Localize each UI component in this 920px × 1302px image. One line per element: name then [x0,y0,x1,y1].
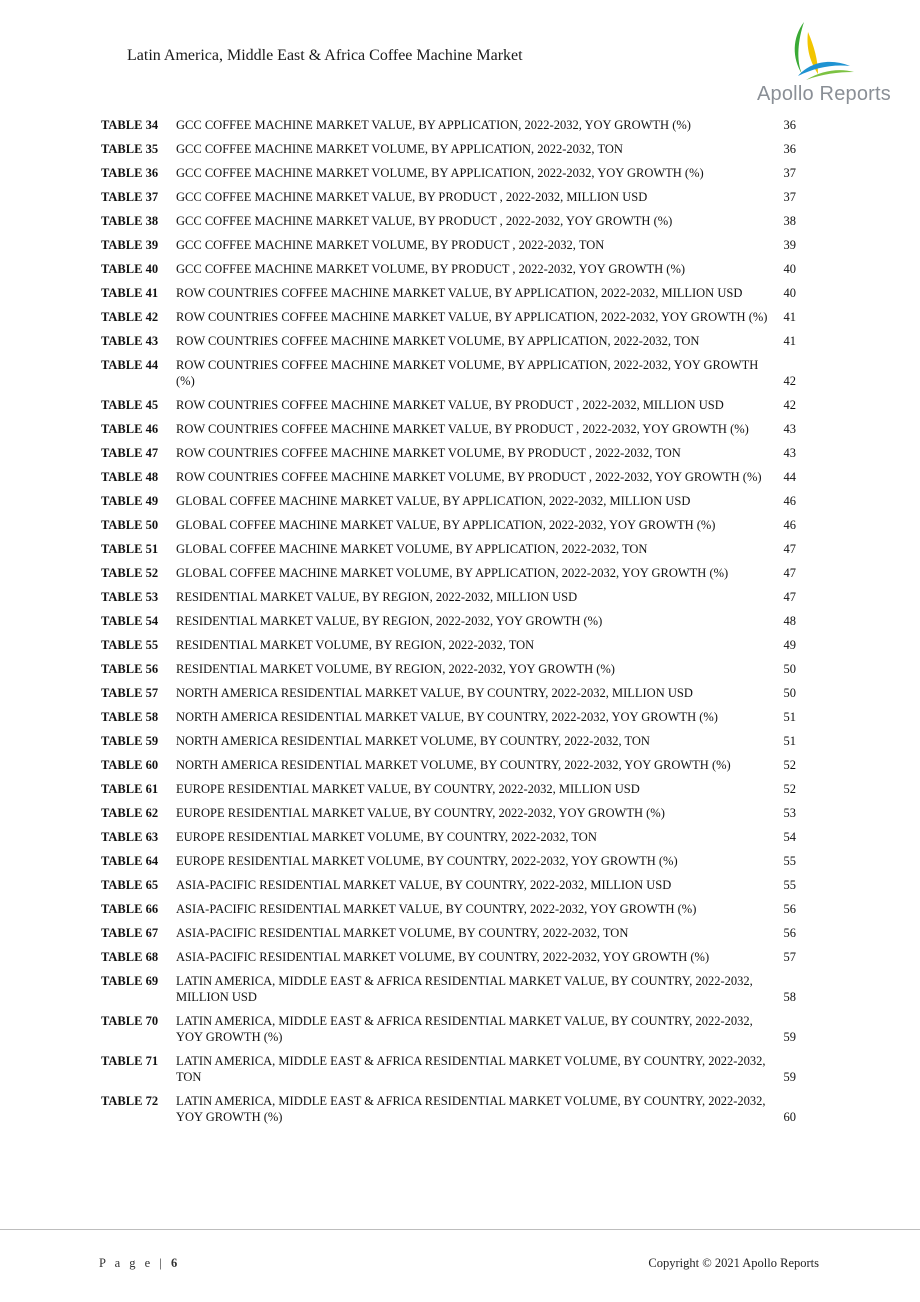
toc-entry-title: GCC COFFEE MACHINE MARKET VOLUME, BY PRODUCT , 2022-2032, YOY GROWTH (%) [176,262,686,276]
toc-entry-label: TABLE 68 [101,950,159,964]
toc-entry[interactable] [101,261,813,277]
toc-entry[interactable] [101,613,813,629]
toc-entry-page: 51 [783,710,796,724]
toc-entry-label: TABLE 45 [101,398,159,412]
toc-entry-page: 36 [783,118,796,132]
toc-entry-page: 50 [783,662,796,676]
toc-entry-label: TABLE 59 [101,734,159,748]
toc-entry[interactable] [101,237,813,253]
toc-entry-page: 43 [783,422,796,436]
toc-entry-label: TABLE 48 [101,470,159,484]
toc-entry-label: TABLE 49 [101,494,159,508]
table-of-contents [101,117,813,1133]
toc-entry-page: 42 [783,374,796,388]
toc-entry-page: 47 [783,542,796,556]
toc-entry[interactable] [101,805,813,821]
toc-entry-title: GCC COFFEE MACHINE MARKET VALUE, BY PRODUCT , 2022-2032, YOY GROWTH (%) [176,214,673,228]
toc-entry-title: ROW COUNTRIES COFFEE MACHINE MARKET VOLUME, BY PRODUCT , 2022-2032, TON [176,446,681,460]
toc-entry-page: 46 [783,518,796,532]
copyright-text: Copyright © 2021 Apollo Reports [648,1256,819,1270]
toc-entry-title: ROW COUNTRIES COFFEE MACHINE MARKET VALUE, BY APPLICATION, 2022-2032, MILLION USD [176,286,743,300]
toc-entry[interactable] [101,877,813,893]
toc-entry-page: 47 [783,590,796,604]
toc-entry[interactable] [101,973,813,1005]
toc-entry-label: TABLE 51 [101,542,159,556]
toc-entry-title: LATIN AMERICA, MIDDLE EAST & AFRICA RESIDENTIAL MARKET VOLUME, BY COUNTRY, 2022-2032, YOY GROWTH (%) [176,1094,766,1124]
toc-entry-label: TABLE 38 [101,214,159,228]
toc-entry[interactable] [101,493,813,509]
toc-entry-page: 55 [783,854,796,868]
toc-entry[interactable] [101,469,813,485]
toc-entry-title: ASIA-PACIFIC RESIDENTIAL MARKET VALUE, BY COUNTRY, 2022-2032, MILLION USD [176,878,672,892]
toc-entry[interactable] [101,565,813,581]
toc-entry-page: 38 [783,214,796,228]
toc-entry-page: 50 [783,686,796,700]
toc-entry-title: ROW COUNTRIES COFFEE MACHINE MARKET VALUE, BY PRODUCT , 2022-2032, MILLION USD [176,398,724,412]
toc-entry-label: TABLE 71 [101,1054,159,1068]
toc-entry-title: ASIA-PACIFIC RESIDENTIAL MARKET VOLUME, BY COUNTRY, 2022-2032, TON [176,926,629,940]
toc-entry-page: 58 [783,990,796,1004]
toc-entry-title: GLOBAL COFFEE MACHINE MARKET VALUE, BY APPLICATION, 2022-2032, YOY GROWTH (%) [176,518,716,532]
toc-entry[interactable] [101,733,813,749]
toc-entry-title: NORTH AMERICA RESIDENTIAL MARKET VOLUME, BY COUNTRY, 2022-2032, TON [176,734,650,748]
toc-entry-page: 52 [783,782,796,796]
toc-entry-page: 56 [783,926,796,940]
toc-entry-label: TABLE 36 [101,166,159,180]
toc-entry[interactable] [101,1093,813,1125]
toc-entry-title: GLOBAL COFFEE MACHINE MARKET VALUE, BY APPLICATION, 2022-2032, MILLION USD [176,494,691,508]
toc-entry-page: 40 [783,286,796,300]
toc-entry-title: ROW COUNTRIES COFFEE MACHINE MARKET VOLUME, BY APPLICATION, 2022-2032, TON [176,334,700,348]
toc-entry-title: NORTH AMERICA RESIDENTIAL MARKET VALUE, BY COUNTRY, 2022-2032, MILLION USD [176,686,693,700]
toc-entry-page: 59 [783,1070,796,1084]
toc-entry-page: 53 [783,806,796,820]
toc-entry-page: 40 [783,262,796,276]
toc-entry-page: 42 [783,398,796,412]
toc-entry[interactable] [101,829,813,845]
toc-entry-label: TABLE 70 [101,1014,159,1028]
toc-entry-title: RESIDENTIAL MARKET VALUE, BY REGION, 2022-2032, YOY GROWTH (%) [176,614,603,628]
toc-entry-label: TABLE 69 [101,974,159,988]
toc-entry[interactable] [101,445,813,461]
toc-entry[interactable] [101,709,813,725]
toc-entry-page: 49 [783,638,796,652]
footer-divider [0,1229,920,1230]
toc-entry-page: 39 [783,238,796,252]
toc-entry-title: GCC COFFEE MACHINE MARKET VALUE, BY APPLICATION, 2022-2032, YOY GROWTH (%) [176,118,691,132]
page-prefix: P a g e | [99,1256,165,1270]
toc-entry-label: TABLE 35 [101,142,159,156]
toc-entry-label: TABLE 65 [101,878,159,892]
toc-entry[interactable] [101,1013,813,1045]
toc-entry[interactable] [101,685,813,701]
logo-text: Apollo Reports [757,83,891,105]
toc-entry-title: NORTH AMERICA RESIDENTIAL MARKET VOLUME, BY COUNTRY, 2022-2032, YOY GROWTH (%) [176,758,731,772]
toc-entry-title: LATIN AMERICA, MIDDLE EAST & AFRICA RESIDENTIAL MARKET VALUE, BY COUNTRY, 2022-2032, MILLION USD [176,974,753,1004]
toc-entry-label: TABLE 55 [101,638,159,652]
toc-entry[interactable] [101,661,813,677]
toc-entry-title: GCC COFFEE MACHINE MARKET VOLUME, BY PRODUCT , 2022-2032, TON [176,238,605,252]
toc-entry-label: TABLE 64 [101,854,159,868]
toc-entry-label: TABLE 54 [101,614,159,628]
toc-entry-label: TABLE 72 [101,1094,159,1108]
toc-entry-title: LATIN AMERICA, MIDDLE EAST & AFRICA RESIDENTIAL MARKET VOLUME, BY COUNTRY, 2022-2032, TON [176,1054,766,1084]
toc-entry-title: LATIN AMERICA, MIDDLE EAST & AFRICA RESIDENTIAL MARKET VALUE, BY COUNTRY, 2022-2032, YOY GROWTH (%) [176,1014,753,1044]
toc-entry-page: 55 [783,878,796,892]
toc-entry[interactable] [101,309,813,325]
toc-entry-title: GLOBAL COFFEE MACHINE MARKET VOLUME, BY APPLICATION, 2022-2032, TON [176,542,648,556]
toc-entry-label: TABLE 60 [101,758,159,772]
toc-entry-page: 43 [783,446,796,460]
toc-entry-page: 59 [783,1030,796,1044]
toc-entry-label: TABLE 62 [101,806,159,820]
toc-entry-label: TABLE 63 [101,830,159,844]
toc-entry[interactable] [101,925,813,941]
toc-entry[interactable] [101,141,813,157]
toc-entry-label: TABLE 50 [101,518,159,532]
toc-entry-page: 36 [783,142,796,156]
toc-entry-label: TABLE 40 [101,262,159,276]
toc-entry[interactable] [101,1053,813,1085]
toc-entry-title: RESIDENTIAL MARKET VALUE, BY REGION, 2022-2032, MILLION USD [176,590,578,604]
toc-entry[interactable] [101,901,813,917]
toc-entry[interactable] [101,165,813,181]
toc-entry-label: TABLE 44 [101,358,159,372]
toc-entry-page: 44 [783,470,796,484]
toc-entry[interactable] [101,637,813,653]
toc-entry-page: 56 [783,902,796,916]
toc-entry-label: TABLE 42 [101,310,159,324]
toc-entry[interactable] [101,949,813,965]
toc-entry-title: ROW COUNTRIES COFFEE MACHINE MARKET VALUE, BY PRODUCT , 2022-2032, YOY GROWTH (%) [176,422,749,436]
toc-entry-title: ASIA-PACIFIC RESIDENTIAL MARKET VALUE, BY COUNTRY, 2022-2032, YOY GROWTH (%) [176,902,697,916]
toc-entry-label: TABLE 58 [101,710,159,724]
toc-entry-page: 48 [783,614,796,628]
toc-entry-page: 37 [783,166,796,180]
toc-entry-page: 41 [783,310,796,324]
toc-entry-title: EUROPE RESIDENTIAL MARKET VALUE, BY COUNTRY, 2022-2032, MILLION USD [176,782,640,796]
toc-entry-label: TABLE 41 [101,286,159,300]
toc-entry-title: EUROPE RESIDENTIAL MARKET VOLUME, BY COUNTRY, 2022-2032, YOY GROWTH (%) [176,854,678,868]
toc-entry-label: TABLE 56 [101,662,159,676]
toc-entry-title: GCC COFFEE MACHINE MARKET VOLUME, BY APPLICATION, 2022-2032, YOY GROWTH (%) [176,166,704,180]
toc-entry[interactable] [101,213,813,229]
toc-entry[interactable] [101,541,813,557]
toc-entry-label: TABLE 37 [101,190,159,204]
page-number: 6 [170,1256,178,1270]
toc-entry-title: GCC COFFEE MACHINE MARKET VALUE, BY PRODUCT , 2022-2032, MILLION USD [176,190,648,204]
toc-entry-label: TABLE 66 [101,902,159,916]
toc-entry[interactable] [101,757,813,773]
toc-entry[interactable] [101,421,813,437]
toc-entry-page: 41 [783,334,796,348]
toc-entry[interactable] [101,357,813,389]
toc-entry-title: RESIDENTIAL MARKET VOLUME, BY REGION, 2022-2032, YOY GROWTH (%) [176,662,615,676]
toc-entry-page: 47 [783,566,796,580]
toc-entry-label: TABLE 46 [101,422,159,436]
toc-entry-page: 52 [783,758,796,772]
toc-entry[interactable] [101,853,813,869]
toc-entry-title: GCC COFFEE MACHINE MARKET VOLUME, BY APPLICATION, 2022-2032, TON [176,142,623,156]
toc-entry-label: TABLE 43 [101,334,159,348]
toc-entry-page: 46 [783,494,796,508]
toc-entry-title: ROW COUNTRIES COFFEE MACHINE MARKET VOLUME, BY PRODUCT , 2022-2032, YOY GROWTH (%) [176,470,762,484]
toc-entry-label: TABLE 57 [101,686,159,700]
toc-entry[interactable] [101,517,813,533]
toc-entry-label: TABLE 67 [101,926,159,940]
toc-entry-label: TABLE 34 [101,118,159,132]
toc-entry-title: ROW COUNTRIES COFFEE MACHINE MARKET VALUE, BY APPLICATION, 2022-2032, YOY GROWTH (%) [176,310,768,324]
toc-entry-title: GLOBAL COFFEE MACHINE MARKET VOLUME, BY APPLICATION, 2022-2032, YOY GROWTH (%) [176,566,729,580]
toc-entry-page: 54 [783,830,796,844]
toc-entry-title: NORTH AMERICA RESIDENTIAL MARKET VALUE, BY COUNTRY, 2022-2032, YOY GROWTH (%) [176,710,718,724]
toc-entry[interactable] [101,117,813,133]
toc-entry-title: ROW COUNTRIES COFFEE MACHINE MARKET VOLUME, BY APPLICATION, 2022-2032, YOY GROWTH (%) [176,358,759,388]
toc-entry-page: 57 [783,950,796,964]
toc-entry-label: TABLE 39 [101,238,159,252]
toc-entry-title: ASIA-PACIFIC RESIDENTIAL MARKET VOLUME, BY COUNTRY, 2022-2032, YOY GROWTH (%) [176,950,710,964]
toc-entry[interactable] [101,781,813,797]
toc-entry-label: TABLE 47 [101,446,159,460]
toc-entry-title: EUROPE RESIDENTIAL MARKET VOLUME, BY COUNTRY, 2022-2032, TON [176,830,597,844]
toc-entry-page: 51 [783,734,796,748]
toc-entry-title: RESIDENTIAL MARKET VOLUME, BY REGION, 2022-2032, TON [176,638,535,652]
toc-entry-page: 60 [783,1110,796,1124]
toc-entry[interactable] [101,397,813,413]
toc-entry-label: TABLE 52 [101,566,159,580]
toc-entry[interactable] [101,285,813,301]
toc-entry-page: 37 [783,190,796,204]
toc-entry-label: TABLE 61 [101,782,159,796]
footer-page-indicator [99,1256,177,1271]
toc-entry[interactable] [101,333,813,349]
toc-entry-title: EUROPE RESIDENTIAL MARKET VALUE, BY COUNTRY, 2022-2032, YOY GROWTH (%) [176,806,665,820]
toc-entry[interactable] [101,589,813,605]
toc-entry[interactable] [101,189,813,205]
toc-entry-label: TABLE 53 [101,590,159,604]
page-title: Latin America, Middle East & Africa Coffee Machine Market [127,47,523,64]
